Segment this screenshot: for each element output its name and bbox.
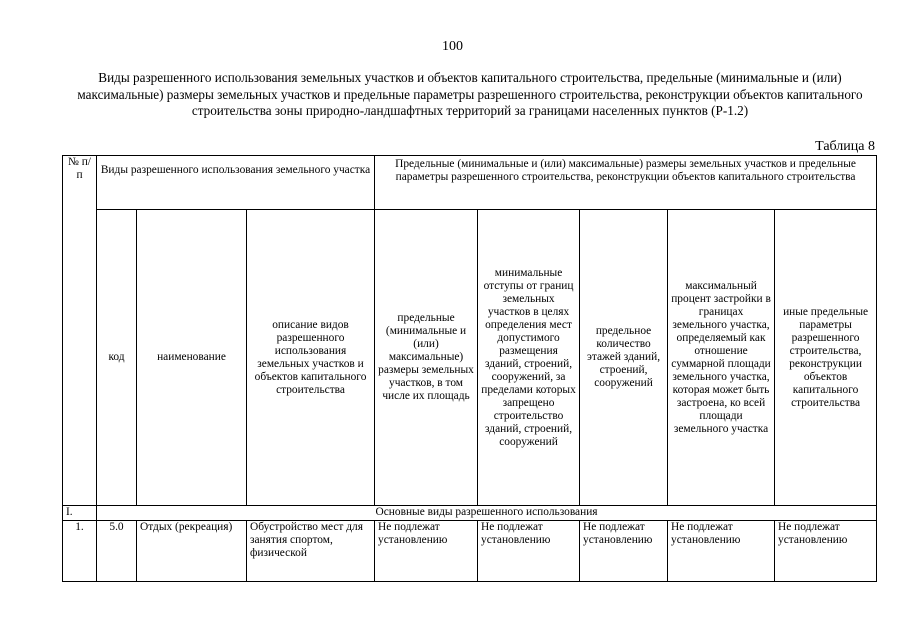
page-number: 100 [442, 39, 463, 54]
row-code: 5.0 [97, 521, 137, 582]
row-other-text: Не подлежат установлению [778, 521, 848, 546]
row-coverage [668, 521, 775, 582]
section-row [63, 506, 877, 521]
row-name-text: Отдых (рекреация) [140, 521, 233, 533]
header-setback: минимальные отступы от границ земельных участков в целях определения мест допустимого размещения зданий, строений, сооружений, за пределами которых запрещено строительство зданий, строений, сооружений [478, 210, 580, 506]
section-num: I. [63, 506, 97, 521]
row-setback-text: Не подлежат установлению [481, 521, 551, 546]
header-floors: предельное количество этажей зданий, строений, сооружений [580, 210, 668, 506]
header-num: № п/п [63, 156, 97, 506]
header-row-groups [63, 156, 877, 210]
document-title: Виды разрешенного использования земельных участков и объектов капитального строительства, предельные (минимальные и (или) максимальные) размеры земельных участков и предельные параметры разрешенного строительства, реконструкции объектов капитального строительства зоны природно-ландшафтных территорий за границами населенных пунктов (Р-1.2) [77, 70, 863, 118]
header-group-left: Виды разрешенного использования земельного участка [97, 156, 375, 210]
header-description: описание видов разрешенного использования земельных участков и объектов капитального строительства [247, 210, 375, 506]
header-group-right: Предельные (минимальные и (или) максимальные) размеры земельных участков и предельные параметры разрешенного строительства, реконструкции объектов капитального строительства [375, 156, 877, 210]
header-row-columns [63, 210, 877, 506]
table-row [63, 521, 877, 582]
row-size-text: Не подлежат установлению [378, 521, 448, 546]
row-num: 1. [63, 521, 97, 582]
row-coverage-text: Не подлежат установлению [671, 521, 741, 546]
header-code: код [97, 210, 137, 506]
regulations-table [62, 155, 877, 582]
header-name: наименование [137, 210, 247, 506]
header-size: предельные (минимальные и (или) максимальные) размеры земельных участков, в том числе их площадь [375, 210, 478, 506]
row-floors-text: Не подлежат установлению [583, 521, 653, 546]
row-setback [478, 521, 580, 582]
row-description [247, 521, 375, 582]
header-other: иные предельные параметры разрешенного строительства, реконструкции объектов капитального строительства [775, 210, 877, 506]
table-label: Таблица 8 [815, 139, 875, 154]
row-description-text: Обустройство мест для занятия спортом, физической [250, 521, 363, 559]
row-size [375, 521, 478, 582]
row-other [775, 521, 877, 582]
row-name [137, 521, 247, 582]
row-floors [580, 521, 668, 582]
header-coverage: максимальный процент застройки в границах земельного участка, определяемый как отношение суммарной площади земельного участка, которая может быть застроена, ко всей площади земельного участка [668, 210, 775, 506]
section-title: Основные виды разрешенного использования [97, 506, 877, 521]
